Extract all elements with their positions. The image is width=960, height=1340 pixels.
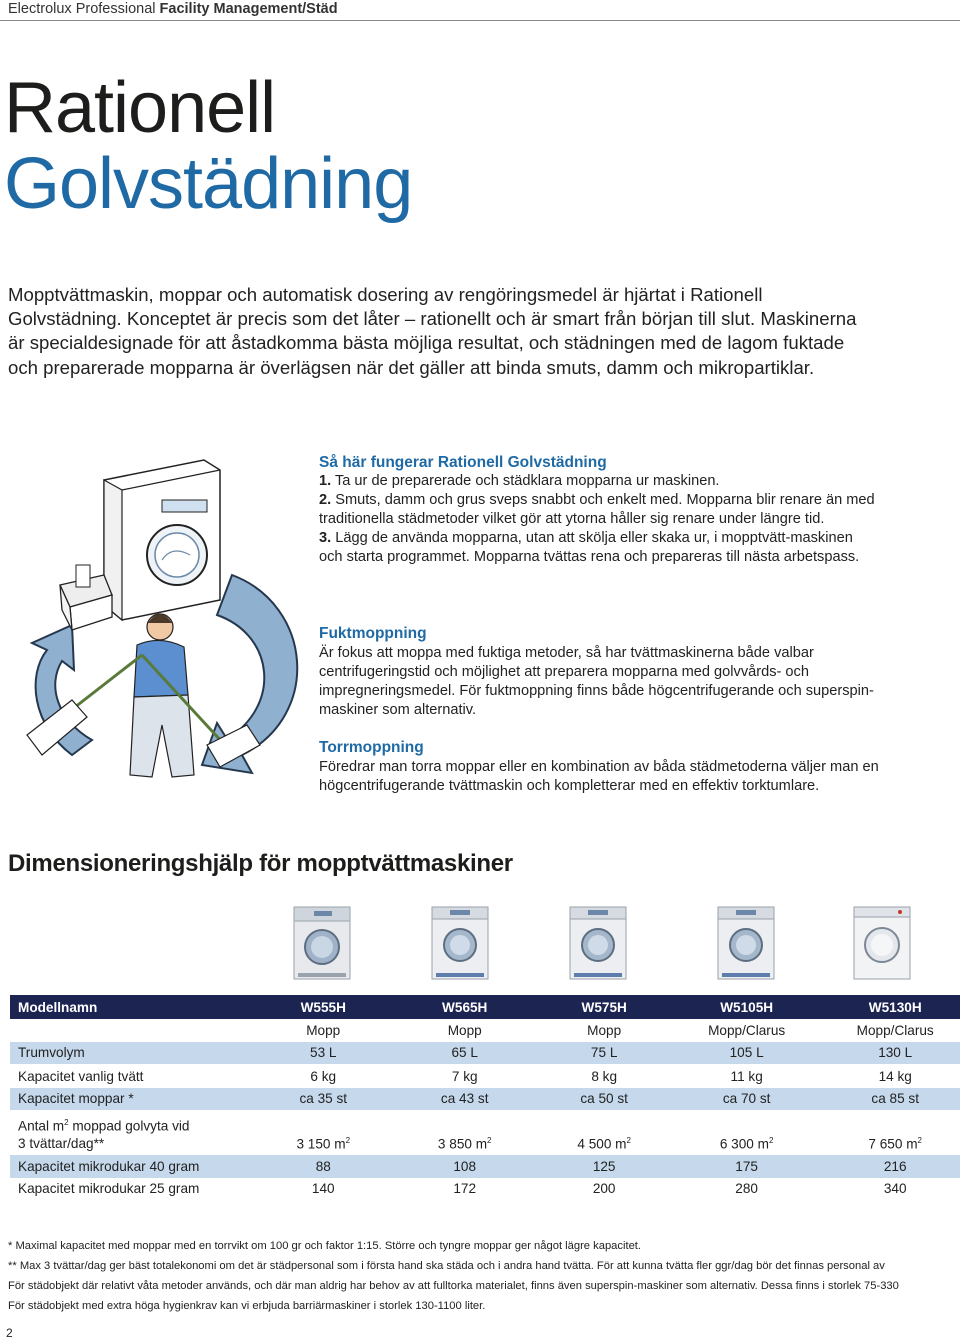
table-cell: 130 L	[820, 1042, 960, 1065]
table-cell: 340	[883, 1181, 907, 1197]
table-cell: 14 kg	[878, 1068, 912, 1084]
table-cell: 200	[592, 1181, 616, 1197]
page-title-line1: Rationell	[4, 68, 276, 148]
superscript: 2	[345, 1136, 351, 1146]
running-header	[8, 0, 338, 18]
step-1	[319, 472, 879, 491]
table-cell: 105 L	[673, 1042, 821, 1065]
table-cell: 108	[394, 1155, 535, 1178]
cell-value: 7 650 m	[868, 1137, 918, 1152]
step-text: Lägg de använda mopparna, utan att skölja eller skaka ur, i mopptvätt-maskinen och starta programmet. Mopparna tvättas rena och prepareras till nästa arbetspass.	[319, 530, 860, 565]
table-cell: 8 kg	[591, 1068, 618, 1084]
row-label: Kapacitet mikrodukar 25 gram	[18, 1181, 200, 1197]
mopping-cycle-illustration	[12, 455, 312, 795]
torrmoppning-text: Föredrar man torra moppar eller en kombination av båda städmetoderna väljer man en högcentrifugerande tvättmaskin och kompletterar med en effektiv torktumlare.	[319, 759, 879, 794]
dimension-heading: Dimensioneringshjälp för mopptvättmaskiner	[8, 850, 513, 877]
footnote: För städobjekt där relativt våta metoder används, och där man aldrig har behov av att fulltorka materialet, finns även superspin-maskiner som alternativ. Dessa finns i storlek 75-330	[8, 1280, 899, 1292]
table-cell	[394, 1110, 535, 1155]
table-row	[10, 1042, 960, 1065]
table-cell: Mopp	[447, 1022, 482, 1038]
intro-paragraph: Mopptvättmaskin, moppar och automatisk dosering av rengöringsmedel är hjärtat i Rationell Golvstädning. Konceptet är precis som det låter – rationellt och är smart från början till slut. Maskinerna är specialdesignade för att åstadkomma bästa möjliga resultat, och städningen med de lagom fuktade och preparerade mopparna är överlägsen när det gäller att binda smuts, damm och mikropartiklar.	[8, 284, 857, 378]
footnote: För städobjekt med extra höga hygienkrav kan vi erbjuda barriärmaskiner i storlek 130-1100 liter.	[8, 1300, 486, 1312]
row-label: Kapacitet mikrodukar 40 gram	[10, 1155, 253, 1178]
fuktmoppning-section	[319, 624, 889, 720]
table-cell: 88	[253, 1155, 394, 1178]
row-label: Kapacitet moppar *	[10, 1088, 253, 1111]
table-cell: ca 70 st	[673, 1088, 821, 1111]
mop-tray-drawing	[60, 565, 112, 630]
table-cell: ca 50 st	[535, 1088, 672, 1111]
cell-value: 4 500 m	[577, 1137, 627, 1152]
torrmoppning-heading: Torrmoppning	[319, 739, 424, 756]
superscript: 2	[917, 1136, 922, 1146]
table-cell	[253, 1110, 394, 1155]
superscript: 2	[626, 1136, 631, 1146]
superscript: 2	[768, 1136, 774, 1146]
table-row	[10, 1088, 960, 1111]
step-3	[319, 529, 879, 567]
table-row	[10, 1065, 960, 1088]
superscript: 2	[487, 1136, 492, 1146]
table-cell: 125	[535, 1155, 672, 1178]
cell-value: 3 850 m	[437, 1137, 488, 1152]
row-label-part: 3 tvättar/dag**	[18, 1136, 105, 1151]
table-cell: 53 L	[253, 1042, 394, 1065]
table-header-cell: W555H	[253, 995, 394, 1019]
fuktmoppning-text: Är fokus att moppa med fuktiga metoder, så har tvättmaskinerna både valbar centrifugeringstid och möjlighet att preparera mopparna med golvvårds- och impregneringsmedel. För fuktmoppning finns både högcentrifugerande och superspin-maskiner som alternativ.	[319, 645, 874, 718]
table-cell: 172	[453, 1181, 477, 1197]
table-header-cell: W5105H	[673, 995, 821, 1019]
table-cell: ca 43 st	[394, 1088, 535, 1111]
footnotes	[8, 1236, 899, 1316]
footnote: * Maximal kapacitet med moppar med en torrvikt om 100 gr och faktor 1:15. Större och tyngre moppar ger något lägre kapacitet.	[8, 1240, 642, 1252]
header-divider	[0, 20, 960, 21]
table-cell: Mopp/Clarus	[708, 1022, 786, 1038]
table-header-row	[10, 995, 960, 1019]
machine-image-w565h	[430, 905, 490, 981]
table-subheader-row	[10, 1019, 960, 1042]
row-label-part: Antal m	[18, 1119, 65, 1134]
section-name: Facility Management/Städ	[159, 1, 338, 17]
fuktmoppning-heading: Fuktmoppning	[319, 625, 427, 642]
washing-machine-drawing	[104, 460, 220, 620]
table-header-cell: W575H	[535, 995, 672, 1019]
table-cell	[673, 1110, 821, 1155]
dimension-table	[10, 995, 960, 1200]
superscript: 2	[64, 1118, 69, 1128]
table-cell	[535, 1110, 672, 1155]
table-cell: 75 L	[535, 1042, 672, 1065]
table-header-cell: Modellnamn	[10, 995, 253, 1019]
table-cell	[10, 1019, 253, 1042]
table-cell: 280	[735, 1181, 758, 1197]
step-number: 3.	[319, 530, 332, 546]
page-title-line2: Golvstädning	[4, 144, 413, 224]
step-text: Ta ur de preparerade och städklara mopparna ur maskinen.	[334, 473, 720, 489]
torrmoppning-section	[319, 738, 889, 796]
how-it-works-section	[319, 453, 879, 567]
cell-value: 3 150 m	[296, 1137, 346, 1152]
table-header-cell: W565H	[394, 995, 535, 1019]
row-label: Trumvolym	[10, 1042, 253, 1065]
table-cell: Mopp	[306, 1022, 341, 1038]
table-cell: 7 kg	[451, 1068, 478, 1084]
page-number: 2	[6, 1326, 13, 1340]
footnote: ** Max 3 tvättar/dag ger bäst totalekonomi om det är städpersonal som i första hand ska städa och i andra hand tvätta. För att kunna tvätta fler ggr/dag bör det finnas personal av	[8, 1260, 885, 1272]
machine-image-w5105h	[716, 905, 776, 981]
row-label-part: moppad golvyta vid	[68, 1119, 190, 1134]
table-cell: 65 L	[394, 1042, 535, 1065]
machine-image-w5130h	[852, 905, 912, 981]
table-cell: 6 kg	[310, 1068, 337, 1084]
table-cell: Mopp/Clarus	[856, 1022, 934, 1038]
cell-value: 6 300 m	[719, 1137, 769, 1152]
machine-image-w555h	[292, 905, 352, 981]
table-cell: 216	[820, 1155, 960, 1178]
table-cell: 140	[311, 1181, 335, 1197]
table-row	[10, 1110, 960, 1155]
table-cell: ca 35 st	[253, 1088, 394, 1111]
table-header-cell: W5130H	[820, 995, 960, 1019]
how-it-works-heading: Så här fungerar Rationell Golvstädning	[319, 454, 607, 471]
table-row	[10, 1178, 960, 1201]
table-cell: ca 85 st	[820, 1088, 960, 1111]
row-label: Kapacitet vanlig tvätt	[18, 1068, 144, 1084]
machine-image-w575h	[568, 905, 628, 981]
step-number: 1.	[319, 473, 332, 489]
brand-name: Electrolux Professional	[8, 1, 156, 17]
table-cell: 175	[673, 1155, 821, 1178]
machine-images	[0, 905, 960, 987]
row-label	[10, 1110, 253, 1155]
table-row	[10, 1155, 960, 1178]
step-2	[319, 491, 879, 529]
table-cell	[820, 1110, 960, 1155]
step-number: 2.	[319, 492, 332, 508]
table-cell: Mopp	[587, 1022, 622, 1038]
step-text: Smuts, damm och grus sveps snabbt och enkelt med. Mopparna blir renare än med traditionella städmetoder vilket gör att ytorna håller sig renare under längre tid.	[319, 492, 875, 527]
table-cell: 11 kg	[730, 1068, 763, 1084]
